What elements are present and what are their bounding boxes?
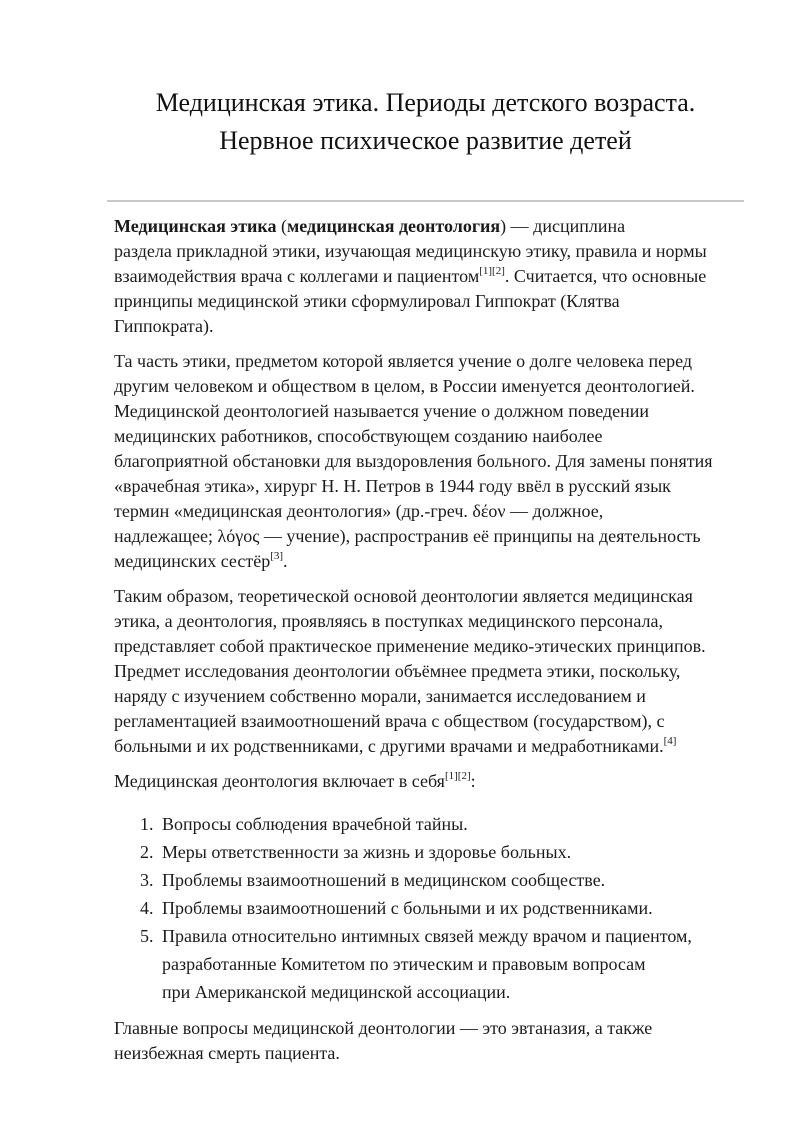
ordered-list: [114, 810, 737, 1006]
text-run: этика, а деонтология, проявляясь в поступках медицинского персонала,: [114, 611, 663, 631]
text-run: ) — дисциплина: [500, 216, 626, 236]
text-run: Гиппократа).: [114, 316, 214, 336]
text-run: раздела прикладной этики, изучающая медицинскую этику, правила и нормы: [114, 241, 707, 261]
text-run: Главные вопросы медицинской деонтологии — это эвтаназия, а также: [114, 1018, 653, 1038]
paragraph: [114, 214, 737, 339]
paragraph: [114, 769, 737, 794]
list-item: [158, 838, 737, 866]
text-run: . Считается, что основные: [504, 266, 707, 286]
text-run: представляет собой практическое применение медико-этических принципов.: [114, 636, 706, 656]
text-run: «врачебная этика», хирург Н. Н. Петров в 1944 году ввёл в русский язык: [114, 476, 671, 496]
page-title: [107, 84, 744, 160]
text-run: благоприятной обстановки для выздоровления больного. Для замены понятия: [114, 451, 713, 471]
text-run: Правила относительно интимных связей между врачом и пациентом,: [162, 926, 692, 946]
text-run: надлежащее; λόγος — учение), распространив её принципы на деятельность: [114, 526, 701, 546]
text-run: медицинских сестёр: [114, 551, 271, 571]
text-run: разработанные Комитетом по этическим и правовым вопросам: [162, 954, 646, 974]
text-run: принципы медицинской этики сформулировал Гиппократ (Клятва: [114, 291, 620, 311]
text-run: .: [283, 551, 288, 571]
text-run: Меры ответственности за жизнь и здоровье больных.: [162, 842, 572, 862]
paragraph: [114, 1016, 737, 1066]
bold-text: медицинская деонтология: [287, 216, 501, 236]
text-run: наряду с изучением собственно морали, занимается исследованием и: [114, 686, 646, 706]
text-run: медицинских работников, способствующем созданию наиболее: [114, 426, 603, 446]
article-body: [107, 214, 744, 1066]
reference-superscript: [3]: [270, 550, 284, 562]
text-run: другим человеком и обществом в целом, в России именуется деонтологией.: [114, 376, 695, 396]
text-run: неизбежная смерть пациента.: [114, 1043, 340, 1063]
list-item: [158, 810, 737, 838]
text-run: термин «медицинская деонтология» (др.-греч. δέον — должное,: [114, 501, 604, 521]
page-title-line-1: Медицинская этика. Периоды детского возраста.: [155, 88, 696, 117]
reference-superscript: [1][2]: [479, 265, 505, 277]
page-title-line-2: Нервное психическое развитие детей: [219, 126, 632, 155]
paragraph: [114, 349, 737, 574]
text-run: больными и их родственниками, с другими врачами и медработниками.: [114, 736, 664, 756]
text-run: Предмет исследования деонтологии объёмнее предмета этики, поскольку,: [114, 661, 681, 681]
paragraph: [114, 584, 737, 759]
reference-superscript: [1][2]: [444, 770, 471, 782]
reference-superscript: [4]: [663, 735, 677, 747]
list-item: [158, 866, 737, 894]
list-item: [158, 922, 737, 1006]
text-run: Та часть этики, предметом которой является учение о долге человека перед: [114, 351, 693, 371]
text-run: Медицинской деонтологией называется учение о должном поведении: [114, 401, 650, 421]
text-run: при Американской медицинской ассоциации.: [162, 982, 511, 1002]
text-run: :: [470, 771, 476, 791]
text-run: (: [276, 216, 288, 236]
text-run: регламентацией взаимоотношений врача с обществом (государством), с: [114, 711, 665, 731]
text-run: Вопросы соблюдения врачебной тайны.: [162, 814, 468, 834]
text-run: взаимодействия врача с коллегами и пациентом: [114, 266, 480, 286]
bold-text: Медицинская этика: [114, 216, 277, 236]
divider: [107, 200, 744, 202]
document-content: [107, 0, 744, 1076]
text-run: Медицинская деонтология включает в себя: [114, 771, 445, 791]
text-run: Таким образом, теоретической основой деонтологии является медицинская: [114, 586, 693, 606]
text-run: Проблемы взаимоотношений с больными и их родственниками.: [162, 898, 653, 918]
list-item: [158, 894, 737, 922]
text-run: Проблемы взаимоотношений в медицинском сообществе.: [162, 870, 606, 890]
